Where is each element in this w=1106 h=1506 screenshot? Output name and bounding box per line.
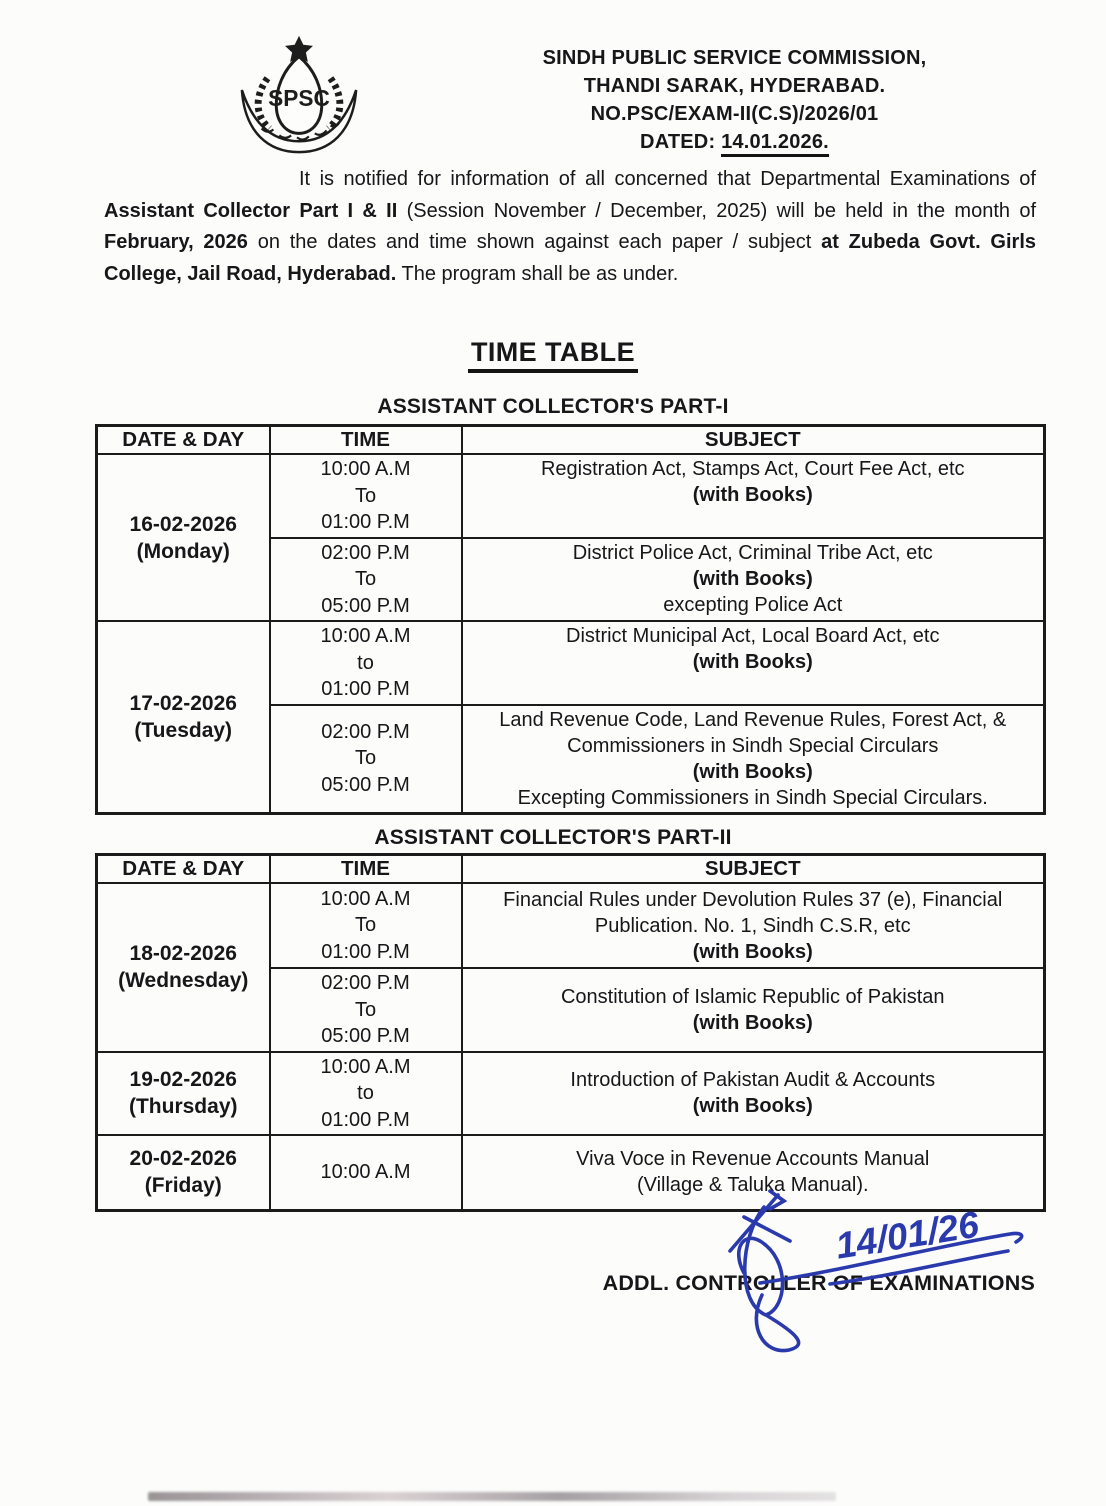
- date-value: 18-02-2026: [129, 942, 237, 966]
- signature-date: 14/01/26: [832, 1203, 982, 1267]
- subject-line: Introduction of Pakistan Audit & Accounts: [570, 1069, 936, 1092]
- time-line: 02:00 P.M: [321, 720, 410, 743]
- timetable-part-2: [95, 853, 1046, 1212]
- day-value: (Wednesday): [118, 969, 249, 993]
- subject-cell: [462, 883, 1045, 968]
- notice-segment: on the dates and time shown against each paper / subject: [247, 231, 822, 253]
- date-cell: [97, 1052, 270, 1136]
- time-cell: [270, 883, 462, 968]
- part1-heading: ASSISTANT COLLECTOR'S PART-I: [377, 395, 729, 418]
- date-cell: [97, 883, 270, 1052]
- notice-segment: The program shall be as under.: [396, 262, 679, 285]
- column-header: DATE & DAY: [97, 426, 270, 455]
- subject-line-bold: (with Books): [692, 940, 813, 963]
- day-value: (Monday): [136, 539, 230, 563]
- notice-bold-segment: at Zubeda Govt. Girls College, Jail Road, Hyderabad.: [104, 231, 1036, 285]
- time-line: 01:00 P.M: [321, 940, 410, 963]
- date-value: 20-02-2026: [129, 1147, 237, 1171]
- time-line: 10:00 A.M: [320, 887, 411, 910]
- column-header: DATE & DAY: [97, 855, 270, 884]
- notice-segment: It is notified for information of all concerned that Departmental Examinations of: [299, 168, 1036, 190]
- subject-line: Registration Act, Stamps Act, Court Fee Act, etc: [540, 458, 965, 480]
- dated-label: DATED:: [640, 131, 722, 153]
- day-value: (Thursday): [128, 1095, 238, 1119]
- table-row: [97, 1052, 1045, 1136]
- time-line: To: [354, 914, 377, 937]
- subject-line-bold: (with Books): [692, 1095, 813, 1118]
- notice-paragraph: [104, 164, 1036, 290]
- time-cell: [270, 454, 462, 538]
- dated-line: [462, 128, 1007, 156]
- day-value: (Friday): [144, 1174, 222, 1198]
- time-line: 10:00 A.M: [320, 1055, 411, 1078]
- header-row: [97, 855, 1045, 884]
- table-row: [97, 883, 1045, 968]
- date-value: 17-02-2026: [129, 691, 237, 715]
- subject-line: (Village & Taluka Manual).: [636, 1174, 869, 1197]
- part2-heading: ASSISTANT COLLECTOR'S PART-II: [374, 826, 732, 849]
- dated-value: 14.01.2026.: [721, 131, 829, 157]
- subject-cell: [462, 454, 1045, 538]
- time-line: 05:00 P.M: [321, 594, 410, 617]
- org-name: SINDH PUBLIC SERVICE COMMISSION,: [542, 47, 927, 69]
- doc-title: TIME TABLE: [0, 332, 1106, 373]
- time-line: 10:00 A.M: [320, 625, 411, 647]
- time-line: 05:00 P.M: [321, 773, 410, 796]
- time-cell: [270, 1135, 462, 1210]
- signature-ink: [612, 1185, 1052, 1357]
- time-cell: [270, 538, 462, 622]
- org-address: THANDI SARAK, HYDERABAD.: [583, 75, 886, 97]
- subject-line: Excepting Commissioners in Sindh Special Circulars.: [517, 786, 988, 809]
- time-line: To: [354, 568, 377, 590]
- time-cell: [270, 1052, 462, 1136]
- subject-cell: [462, 968, 1045, 1052]
- column-header: SUBJECT: [462, 855, 1045, 884]
- subject-line: Financial Rules under Devolution Rules 37 (e), Financial Publication. No. 1, Sindh C.S.R, etc: [503, 888, 1003, 937]
- subject-cell: [462, 621, 1045, 705]
- time-line: 01:00 P.M: [321, 678, 410, 700]
- timetable-part-1: [95, 424, 1046, 815]
- timetable: [95, 424, 1046, 815]
- subject-line-bold: (with Books): [692, 760, 813, 783]
- time-line: To: [354, 747, 377, 770]
- date-cell: [97, 621, 270, 813]
- table-row: [97, 454, 1045, 538]
- date-cell: [97, 1135, 270, 1210]
- subject-line-bold: (with Books): [692, 567, 813, 590]
- subject-cell: [462, 1052, 1045, 1136]
- column-header: SUBJECT: [462, 426, 1045, 455]
- signatory-title: ADDL. CONTROLLER OF EXAMINATIONS: [602, 1271, 1035, 1295]
- time-line: 10:00 A.M: [320, 458, 411, 480]
- subject-line: excepting Police Act: [663, 593, 843, 616]
- reference-number: NO.PSC/EXAM-II(C.S)/2026/01: [590, 103, 879, 125]
- notice-segment: (Session November / December, 2025) will be held in the month of: [397, 199, 1036, 222]
- time-line: 10:00 A.M: [320, 1161, 411, 1183]
- subject-line-bold: (with Books): [692, 651, 813, 673]
- timetable: [95, 853, 1046, 1212]
- column-header: TIME: [270, 426, 462, 455]
- subject-cell: [462, 538, 1045, 622]
- subject-line: Constitution of Islamic Republic of Pakistan: [560, 985, 945, 1008]
- time-line: 02:00 P.M: [321, 972, 410, 994]
- notice-bold-segment: February, 2026: [104, 231, 248, 253]
- time-cell: [270, 621, 462, 705]
- scan-artifact: [148, 1492, 836, 1501]
- subject-line-bold: (with Books): [692, 484, 813, 506]
- day-value: (Tuesday): [134, 718, 233, 742]
- emblem-letters: SPSC: [268, 84, 330, 111]
- column-header: TIME: [270, 855, 462, 884]
- spsc-emblem-icon: [234, 34, 364, 154]
- date-cell: [97, 454, 270, 621]
- subject-line-bold: (with Books): [692, 1011, 813, 1034]
- date-value: 19-02-2026: [129, 1068, 237, 1092]
- subject-line: District Municipal Act, Local Board Act, etc: [566, 625, 940, 647]
- subject-line: Land Revenue Code, Land Revenue Rules, Forest Act, & Commissioners in Sindh Special Circulars: [499, 708, 1007, 757]
- time-line: 02:00 P.M: [321, 541, 410, 564]
- time-line: 05:00 P.M: [321, 1025, 410, 1047]
- notice-bold-segment: Assistant Collector Part I & II: [104, 199, 398, 222]
- time-line: to: [357, 1082, 374, 1104]
- time-line: 01:00 P.M: [321, 511, 410, 533]
- time-line: 01:00 P.M: [321, 1108, 410, 1131]
- subject-line: District Police Act, Criminal Tribe Act, etc: [572, 541, 933, 564]
- time-line: To: [354, 998, 377, 1021]
- time-cell: [270, 968, 462, 1052]
- header-row: [97, 426, 1045, 455]
- time-cell: [270, 705, 462, 814]
- date-value: 16-02-2026: [129, 512, 237, 536]
- time-line: to: [357, 651, 374, 674]
- table-row: [97, 621, 1045, 705]
- letterhead: [462, 44, 1007, 156]
- subject-cell: [462, 705, 1045, 814]
- subject-line: Viva Voce in Revenue Accounts Manual: [576, 1148, 930, 1171]
- time-line: To: [354, 484, 377, 507]
